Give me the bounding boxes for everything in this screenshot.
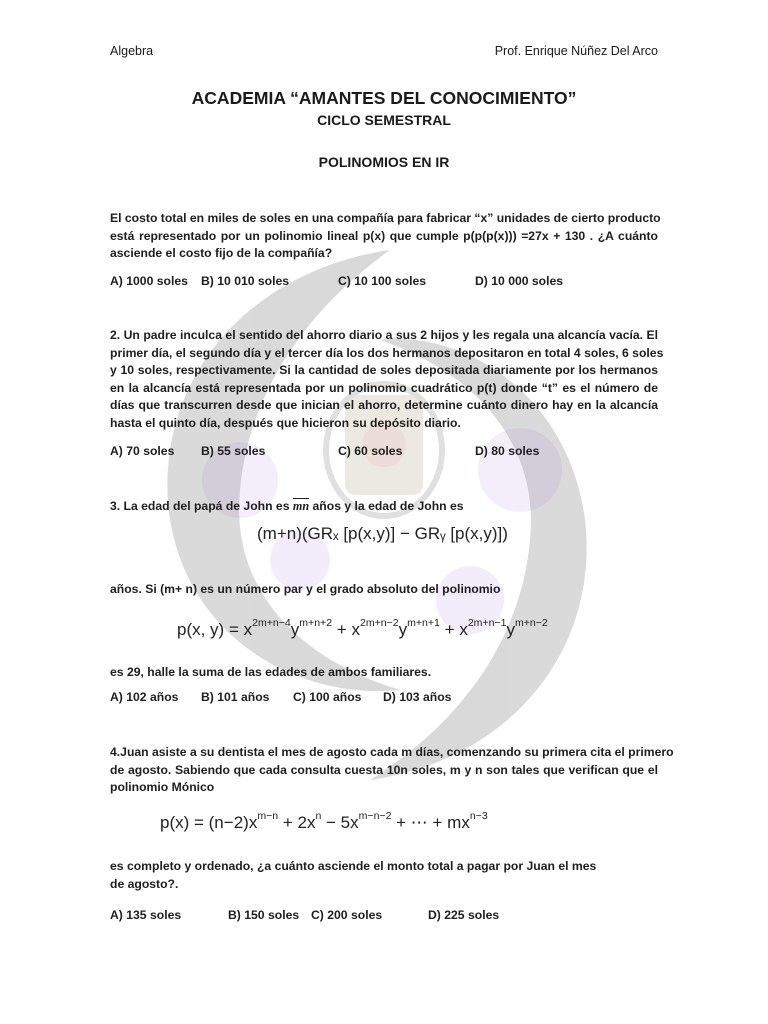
intro-before: 3. La edad del papá de John es: [110, 499, 293, 513]
end-line: es completo y ordenado, ¿a cuánto asciende el monto total a pagar por Juan el mes: [110, 859, 597, 873]
problem-1-line: asciende el costo fijo de la compañía?: [110, 246, 333, 261]
option-d[interactable]: D) 10 000 soles: [475, 274, 564, 288]
problem-2-options: [110, 444, 658, 462]
academy-title: ACADEMIA “AMANTES DEL CONOCIMIENTO”: [191, 88, 577, 108]
formula-ages: (m+n)(GRₓ [p(x,y)] − GRᵧ [p(x,y)]): [257, 524, 508, 543]
problem-2-text: [110, 327, 664, 433]
intro-after: años y la edad de John es: [309, 499, 464, 513]
end-text: es 29, halle la suma de las edades de ambos familiares.: [110, 665, 432, 679]
option-b[interactable]: B) 101 años: [201, 690, 270, 704]
option-a[interactable]: A) 1000 soles: [110, 274, 188, 288]
problem-2-line: y 10 soles, respectivamente. Si la cantidad de soles depositada diariamente por los hermanos: [110, 363, 658, 378]
option-d[interactable]: D) 103 años: [383, 690, 452, 704]
problem-2-line: en la alcancía está representada por un polinomio cuadrático p(t) donde “t” es el número de: [110, 380, 658, 395]
option-b[interactable]: B) 10 010 soles: [201, 274, 290, 288]
option-a[interactable]: A) 70 soles: [110, 444, 175, 458]
option-b[interactable]: B) 55 soles: [201, 444, 266, 458]
option-a[interactable]: A) 135 soles: [110, 908, 182, 922]
formula-monic-polynomial: $p(x) = (n-2)x^{m-n} + 2x^n - 5x^{m-n-2}$ + ⋯ + $mx^{n-3}$: [160, 810, 488, 832]
problem-3-mid: [110, 581, 658, 599]
problem-4-options: [110, 908, 658, 926]
problem-3-options: [110, 690, 658, 708]
problem-4-line: 4.Juan asiste a su dentista el mes de agosto cada m días, comenzando su primera cita el primero: [110, 745, 674, 759]
option-c[interactable]: C) 100 años: [293, 690, 362, 704]
problem-1-text: [110, 210, 661, 263]
problem-3-intro: [110, 498, 658, 516]
option-d[interactable]: D) 80 soles: [475, 444, 540, 458]
mid-text: años. Si (m+ n) es un número par y el grado absoluto del polinomio: [110, 582, 501, 596]
problem-1-options: [110, 274, 658, 292]
option-c[interactable]: C) 200 soles: [311, 908, 383, 922]
option-c[interactable]: C) 10 100 soles: [338, 274, 427, 288]
problem-2-line: 2. Un padre inculca el sentido del ahorro diario a sus 2 hijos y les regala una alcancía vacía. El: [110, 328, 658, 342]
cycle-title: CICLO SEMESTRAL: [317, 112, 451, 128]
problem-4-end: [110, 858, 600, 893]
problem-1-line: El costo total en miles de soles en una compañía para fabricar “x” unidades de cierto producto: [110, 211, 661, 225]
topic-title: POLINOMIOS EN IR: [318, 154, 450, 170]
formula-polynomial-xy: p(x, $y) = x^{2m+n-4}y^{m+n+2} + x^{2m+n-2}y^{m+n+1} + x^{2m+n-1}y^{m+n-2}$: [177, 617, 548, 639]
option-d[interactable]: D) 225 soles: [428, 908, 500, 922]
problem-2-line: primer día, el segundo día y el tercer día los dos hermanos depositaron en total 4 soles, 6 soles: [110, 345, 664, 360]
option-b[interactable]: B) 150 soles: [228, 908, 300, 922]
problem-4-text: [110, 744, 674, 797]
problem-4-line: de agosto. Sabiendo que cada consulta cuesta 10n soles, m y n son tales que verifican que el: [110, 762, 658, 777]
problem-2-line: hasta el quinto día, después que hicieron su depósito diario.: [110, 415, 461, 430]
problem-1-line: está representado por un polinomio lineal p(x) que cumple p(p(p(x))) =27x + 130 . ¿A cuánto: [110, 228, 658, 243]
option-c[interactable]: C) 60 soles: [338, 444, 403, 458]
end-line: de agosto?.: [110, 876, 179, 891]
header-subject: Algebra: [110, 44, 154, 58]
problem-4-line: polinomio Mónico: [110, 780, 215, 795]
problem-3-end: [110, 664, 658, 682]
option-a[interactable]: A) 102 años: [110, 690, 179, 704]
mn-overline: $\overline{mn}$: [292, 499, 310, 513]
problem-2-line: días que transcurren desde que inician el ahorro, determine cuánto dinero hay en la alcancía: [110, 398, 658, 413]
header-author: Prof. Enrique Núñez Del Arco: [494, 44, 658, 58]
